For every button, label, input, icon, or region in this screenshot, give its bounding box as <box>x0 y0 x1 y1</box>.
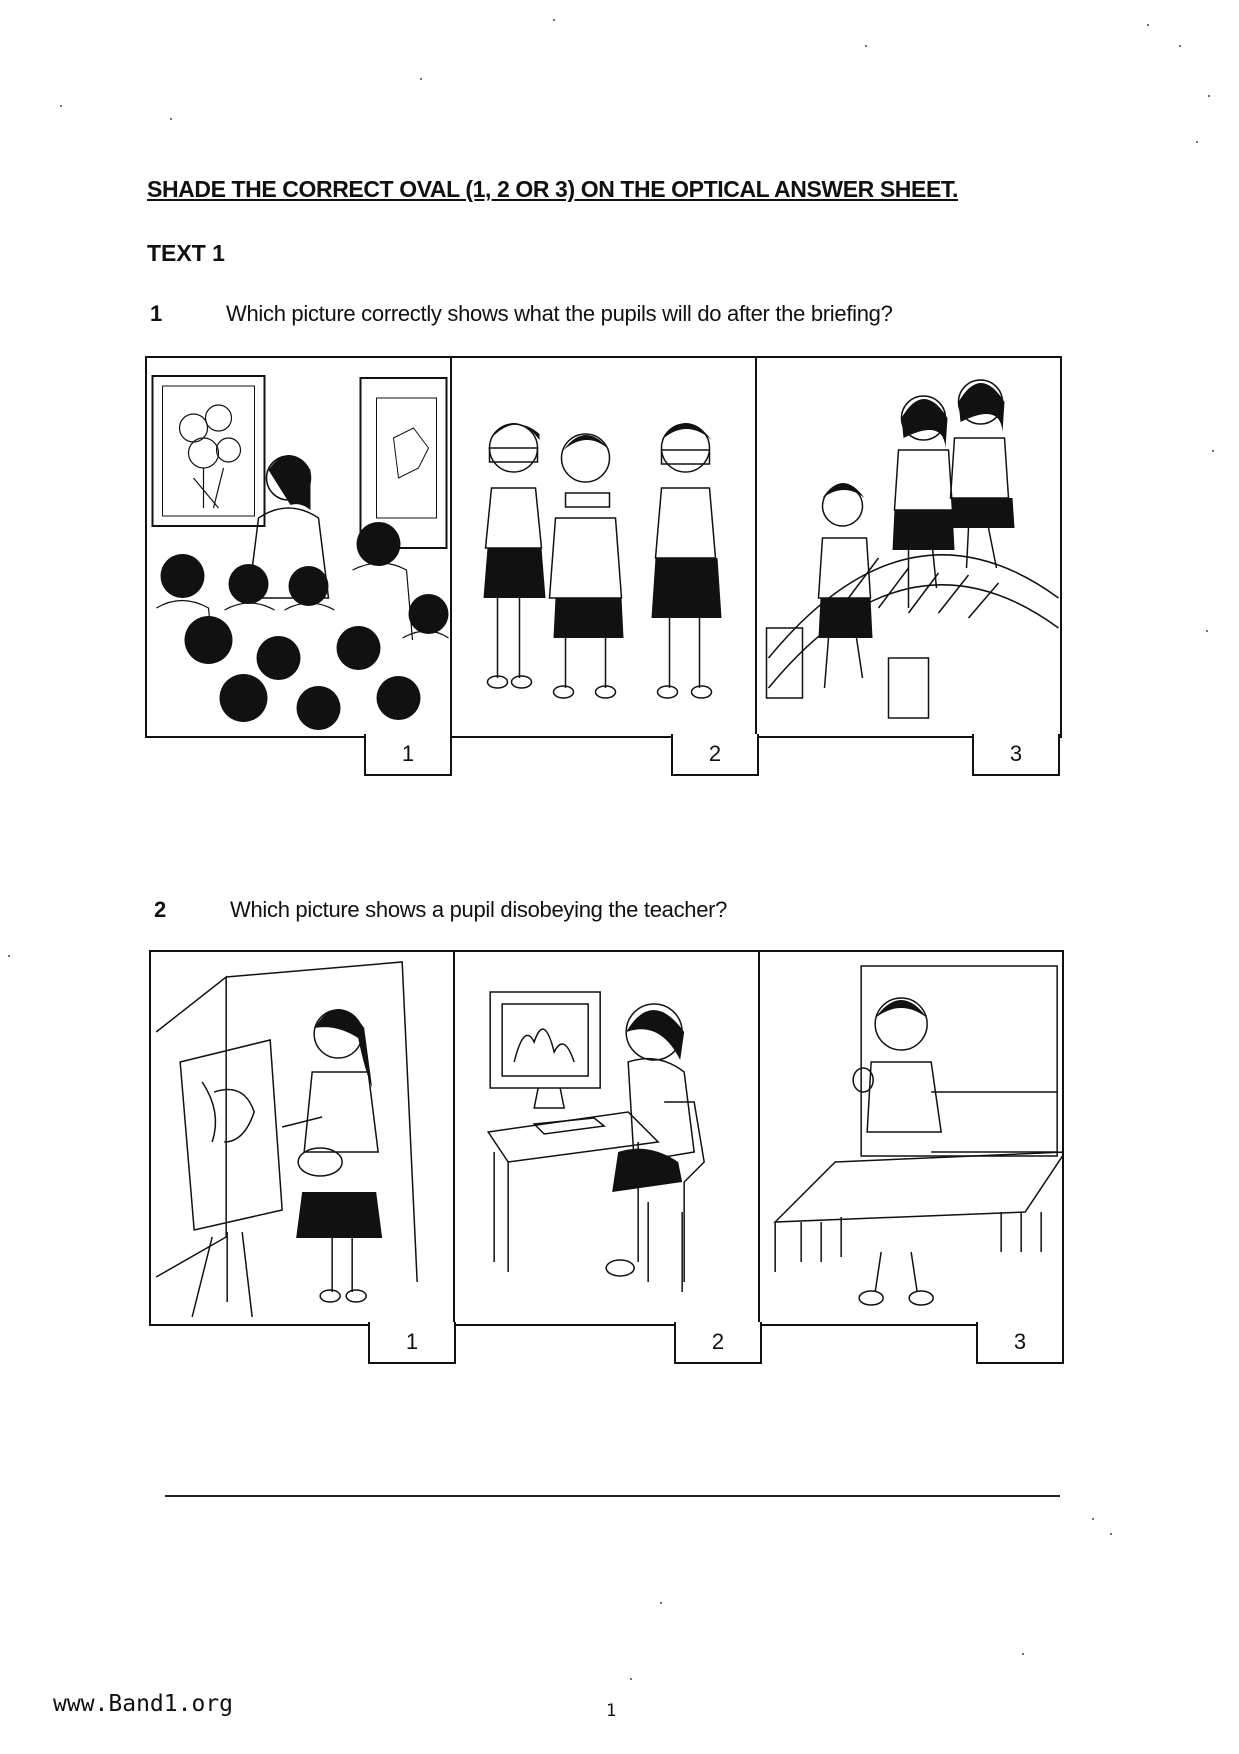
pupil-eating-in-class-illustration <box>760 952 1062 1324</box>
q1-picture-2 <box>452 358 757 736</box>
q2-picture-3 <box>760 952 1062 1324</box>
q2-option-1-label: 1 <box>368 1322 456 1364</box>
pupils-with-binoculars-illustration <box>452 358 755 736</box>
q2-option-3-label: 3 <box>976 1322 1064 1364</box>
section-heading: TEXT 1 <box>147 240 225 266</box>
pupil-at-computer-illustration <box>455 952 757 1324</box>
q1-option-3-label: 3 <box>972 734 1060 776</box>
question-2-number: 2 <box>154 897 167 922</box>
question-1-pictures <box>145 356 1062 738</box>
question-1-number: 1 <box>150 301 163 326</box>
horizontal-rule <box>165 1495 1060 1497</box>
q1-option-1-label: 1 <box>364 734 452 776</box>
pupils-crossing-bridge-illustration <box>757 358 1060 736</box>
question-2-pictures <box>149 950 1064 1326</box>
q1-option-2-label: 2 <box>671 734 759 776</box>
page-number: 1 <box>606 1701 617 1721</box>
instruction-heading: SHADE THE CORRECT OVAL (1, 2 OR 3) ON THE OPTICAL ANSWER SHEET. <box>147 176 958 202</box>
question-1-text: Which picture correctly shows what the pupils will do after the briefing? <box>226 301 893 326</box>
briefing-audience-illustration <box>147 358 450 736</box>
q1-picture-1 <box>147 358 452 736</box>
q2-option-2-label: 2 <box>674 1322 762 1364</box>
q1-picture-3 <box>757 358 1060 736</box>
q2-picture-1 <box>151 952 455 1324</box>
question-2-text: Which picture shows a pupil disobeying the teacher? <box>230 897 728 922</box>
pupil-painting-illustration <box>151 952 453 1324</box>
q2-picture-2 <box>455 952 759 1324</box>
footer-website: www.Band1.org <box>53 1691 234 1717</box>
